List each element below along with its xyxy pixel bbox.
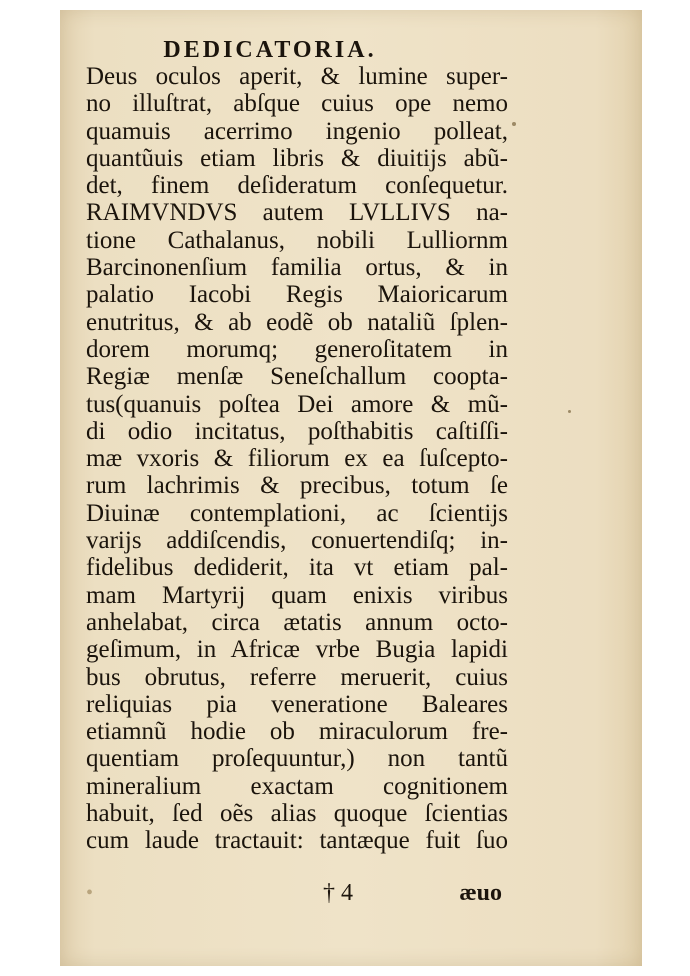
text-line: mineralium exactam cognitionem <box>86 772 508 800</box>
text-line: quentiam proſequuntur,) non tantũ <box>86 745 508 773</box>
page-footer <box>86 880 508 910</box>
paper-speck <box>512 122 516 126</box>
text-line: etiamnũ hodie ob miraculorum fre- <box>86 718 508 746</box>
text-line: no illuſtrat, abſque cuius ope nemo <box>86 90 508 118</box>
text-line: Regiæ menſæ Seneſchallum coopta- <box>86 363 508 391</box>
text-line: reliquias pia veneratione Baleares <box>86 690 508 718</box>
text-line: varijs addiſcendis, conuertendiſq; in- <box>86 527 508 555</box>
text-line: quantũuis etiam libris & diuitijs abũ- <box>86 144 508 172</box>
text-line: det, finem deſideratum conſequetur. <box>86 172 508 200</box>
text-line: di odio incitatus, poſthabitis caſtiſſi- <box>86 417 508 445</box>
text-line: Deus oculos aperit, & lumine super- <box>86 63 508 90</box>
text-line: RAIMVNDVS autem LVLLIVS na- <box>86 199 508 227</box>
text-line: enutritus, & ab eodẽ ob nataliũ ſplen- <box>86 308 508 336</box>
paper-speck <box>568 410 571 413</box>
text-line: tus(quanuis poſtea Dei amore & mũ- <box>86 390 508 418</box>
text-line: habuit, ſed oẽs alias quoque ſcientias <box>86 800 508 828</box>
text-line: tione Cathalanus, nobili Lulliornm <box>86 226 508 254</box>
text-line: Diuinæ contemplationi, ac ſcientijs <box>86 499 508 527</box>
text-line: rum lachrimis & precibus, totum ſe <box>86 472 508 500</box>
signature-mark: † 4 <box>323 880 353 906</box>
text-line: anhelabat, circa ætatis annum octo- <box>86 608 508 636</box>
text-line: fidelibus dediderit, ita vt etiam pal- <box>86 554 508 582</box>
text-line: Barcinonenſium familia ortus, & in <box>86 254 508 282</box>
ink-smudge: • <box>86 882 94 904</box>
catchword: æuo <box>459 880 502 906</box>
text-line: mam Martyrij quam enixis viribus <box>86 581 508 609</box>
text-line: dorem morumq; generoſitatem in <box>86 335 508 363</box>
body-text <box>86 63 508 855</box>
text-line: bus obrutus, referre meruerit, cuius <box>86 663 508 691</box>
text-line: palatio Iacobi Regis Maioricarum <box>86 281 508 309</box>
text-line: quamuis acerrimo ingenio polleat, <box>86 117 508 145</box>
text-line: mæ vxoris & filiorum ex ea ſuſcepto- <box>86 445 508 473</box>
running-header: DEDICATORIA. <box>163 37 377 63</box>
text-line: cum laude tractauit: tantæque fuit ſuo <box>86 827 508 855</box>
text-line: geſimum, in Africæ vrbe Bugia lapidi <box>86 636 508 664</box>
